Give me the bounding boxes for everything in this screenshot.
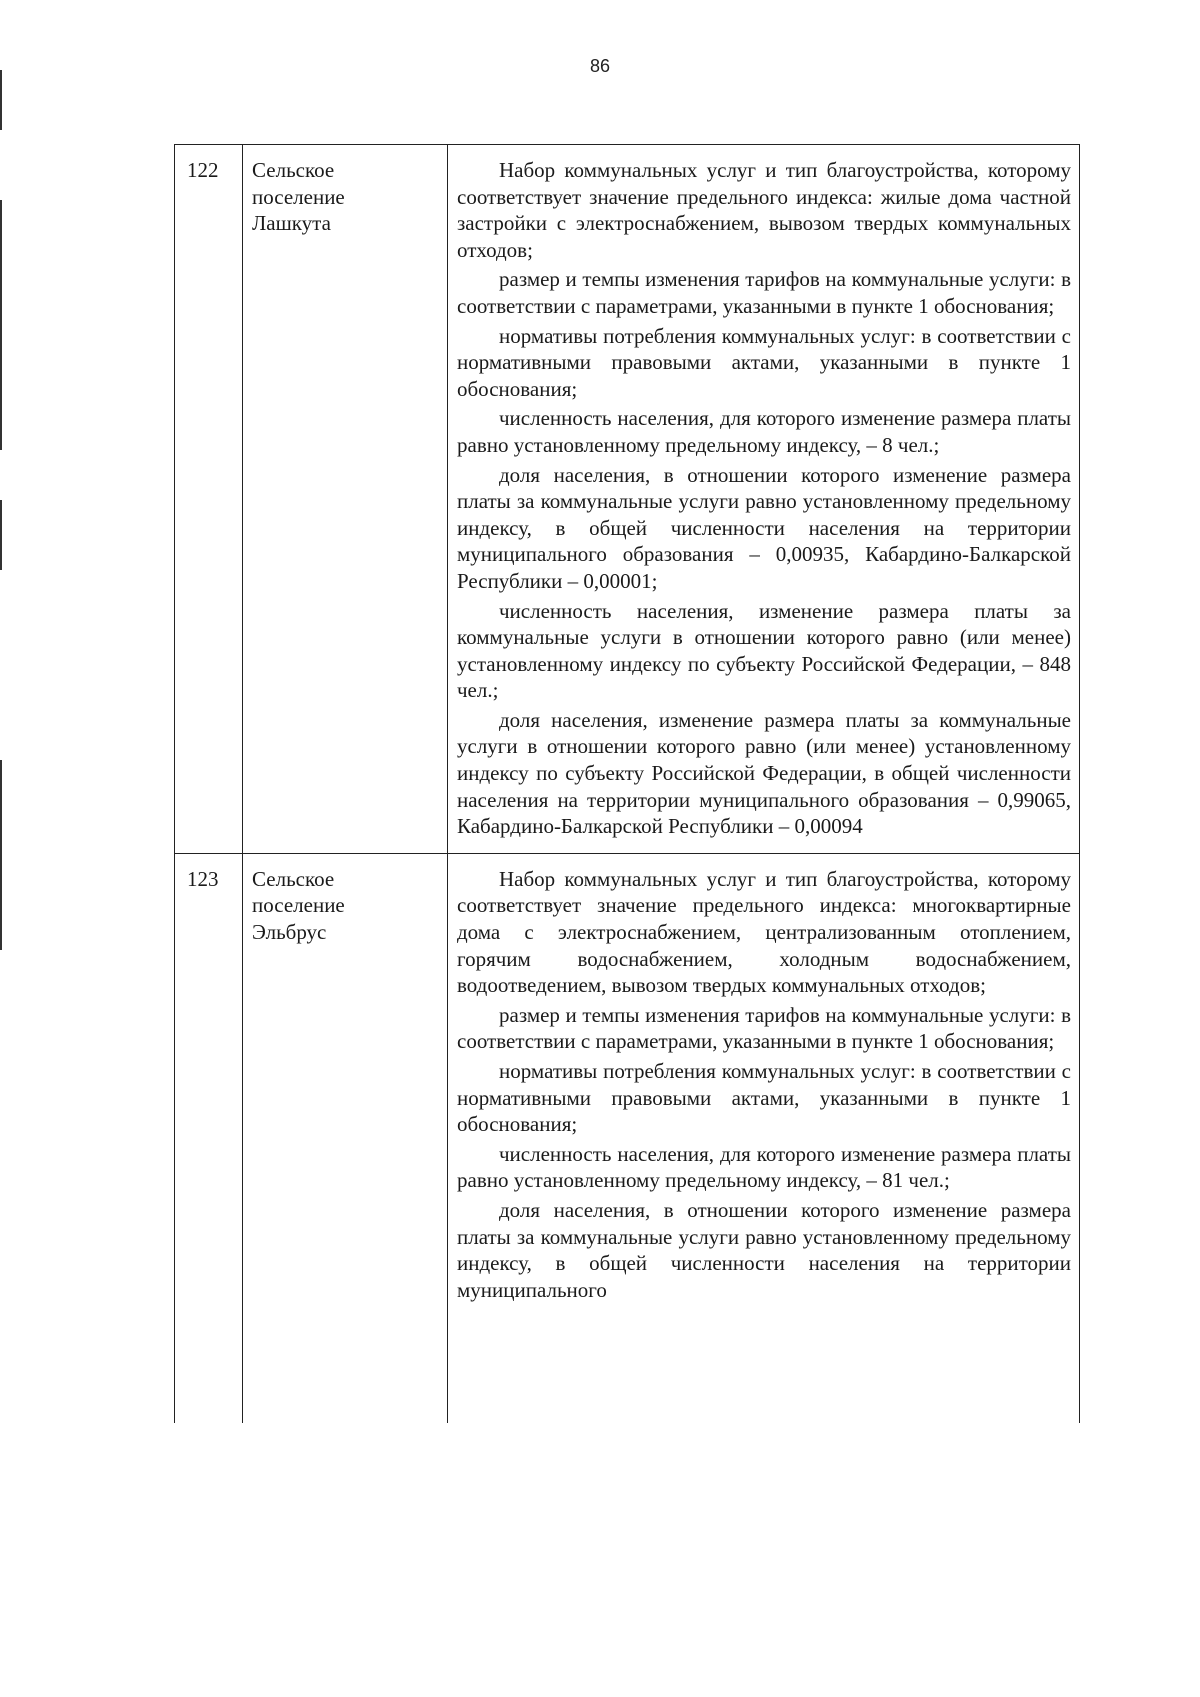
- row-number: 123: [187, 866, 219, 891]
- description-paragraph: численность населения, изменение размера платы за коммунальные услуги в отношении которого равно (или менее) установленному индексу по субъекту Российской Федерации, – 848 чел.;: [457, 598, 1071, 703]
- settlement-name-cell: [243, 145, 448, 854]
- description-paragraph: нормативы потребления коммунальных услуг: в соответствии с нормативными правовыми актами, указанными в пункте 1 обоснования;: [457, 323, 1071, 401]
- description-paragraph: доля населения, в отношении которого изменение размера платы за коммунальные услуги равно установленному предельному индексу, в общей численности населения на территории муниципального: [457, 1197, 1071, 1302]
- settlement-name-line: Лашкута: [252, 211, 331, 236]
- settlement-name-line: поселение: [252, 893, 345, 918]
- settlement-name-line: Сельское: [252, 158, 335, 182]
- settlements-table: [174, 144, 1080, 1423]
- description-paragraph: доля населения, в отношении которого изменение размера платы за коммунальные услуги равно установленному предельному индексу, в общей численности населения на территории муниципального образования – 0,00935, Кабардино-Балкарской Республики – 0,00001;: [457, 462, 1071, 593]
- scan-edge-mark: [0, 500, 2, 570]
- row-number-cell: [175, 145, 243, 854]
- description-paragraph: доля населения, изменение размера платы за коммунальные услуги в отношении которого равно (или менее) установленному индексу по субъекту Российской Федерации, в общей численности населения на территории муниципального образования – 0,99065, Кабардино-Балкарской Республики – 0,00094: [457, 707, 1071, 839]
- settlement-name-cell: [243, 853, 448, 1423]
- scan-edge-mark: [0, 70, 2, 130]
- scan-edge-mark: [0, 760, 2, 950]
- scan-edge-mark: [0, 200, 2, 450]
- description-cell: [448, 145, 1080, 854]
- row-number-cell: [175, 853, 243, 1423]
- description-paragraph: численность населения, для которого изменение размера платы равно установленному предельному индексу, – 81 чел.;: [457, 1141, 1071, 1193]
- page-number: 86: [589, 56, 611, 76]
- row-number: 122: [187, 158, 219, 182]
- description-paragraph: Набор коммунальных услуг и тип благоустройства, которому соответствует значение предельного индекса: многоквартирные дома с электроснабжением, централизованным отоплением, горячим водоснабжением, холодным водоснабжением, водоотведением, вывозом твердых коммунальных отходов;: [457, 866, 1071, 998]
- description-cell: [448, 853, 1080, 1423]
- table-row: [175, 853, 1080, 1423]
- description-paragraph: Набор коммунальных услуг и тип благоустройства, которому соответствует значение предельного индекса: жилые дома частной застройки с электроснабжением, вывозом твердых коммунальных отходов;: [457, 158, 1071, 262]
- settlement-name-line: Сельское: [252, 866, 335, 891]
- table-row: [175, 145, 1080, 854]
- description-paragraph: размер и темпы изменения тарифов на коммунальные услуги: в соответствии с параметрами, указанными в пункте 1 обоснования;: [457, 1002, 1071, 1054]
- description-paragraph: размер и темпы изменения тарифов на коммунальные услуги: в соответствии с параметрами, указанными в пункте 1 обоснования;: [457, 267, 1071, 318]
- description-paragraph: нормативы потребления коммунальных услуг: в соответствии с нормативными правовыми актами, указанными в пункте 1 обоснования;: [457, 1059, 1071, 1137]
- description-paragraph: численность населения, для которого изменение размера платы равно установленному предельному индексу, – 8 чел.;: [457, 406, 1071, 457]
- settlement-name-line: поселение: [252, 184, 345, 209]
- settlement-name-line: Эльбрус: [252, 920, 327, 945]
